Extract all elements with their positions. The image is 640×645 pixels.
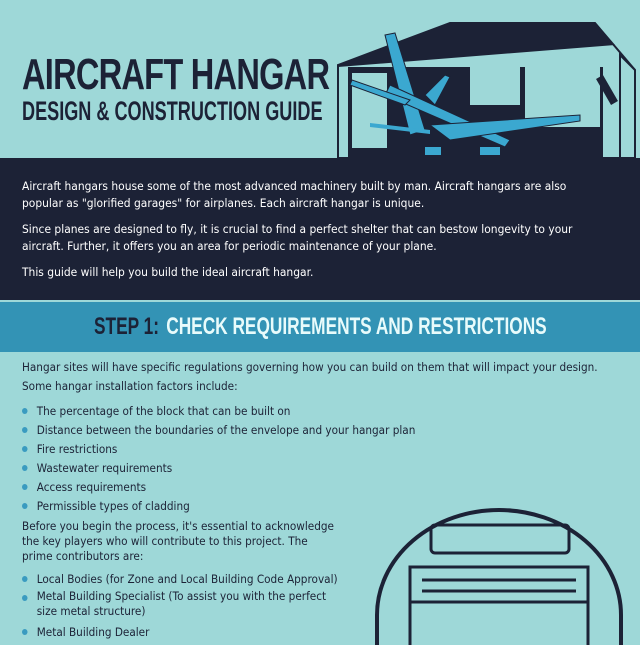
intro-text: Aircraft hangars house some of the most advanced machinery built by man. Aircraft hangars are also [22,179,567,193]
factors-list [22,402,640,516]
list-item: Fire restrictions [22,440,598,459]
list-item: Distance between the boundaries of the envelope and your hangar plan [22,421,598,440]
text-line: prime contributors are: [22,549,144,563]
list-item: Local Bodies (for Zone and Local Building Code Approval) [22,570,598,589]
page-title: AIRCRAFT HANGAR [22,50,330,99]
step-1-header [0,302,640,352]
body-text: Some hangar installation factors include: [22,379,238,393]
intro-text: aircraft. Further, it offers you an area for periodic maintenance of your plane. [22,239,437,253]
step-title: CHECK REQUIREMENTS AND RESTRICTIONS [165,313,547,340]
text-line: Metal Building Specialist (To assist you with the perfect [36,589,327,603]
text-line: Before you begin the process, it's essential to acknowledge [22,519,334,533]
text-line: the key players who will contribute to this project. The [22,534,308,548]
intro-paragraph-1 [22,178,582,212]
list-item: Access requirements [22,478,598,497]
body-text: Hangar sites will have specific regulations governing how you can build on them that will impact your design. [22,360,598,374]
step-number: STEP 1: [93,313,159,340]
intro-text: popular as "glorified garages" for airplanes. Each aircraft hangar is unique. [22,196,425,210]
hangar-airplane-illustration [330,15,640,160]
page-subtitle: DESIGN & CONSTRUCTION GUIDE [22,96,323,126]
text-line: size metal structure) [36,604,146,618]
intro-paragraph-3: This guide will help you build the ideal aircraft hangar. [22,265,314,279]
intro-text: Since planes are designed to fly, it is crucial to find a perfect shelter that can bestow longevity to your [22,222,573,236]
list-item: Wastewater requirements [22,459,598,478]
list-item: Metal Building Dealer [22,623,598,642]
intro-paragraph-2 [22,221,582,255]
list-item: Permissible types of cladding [22,497,598,516]
intro-section [0,158,640,300]
list-item: The percentage of the block that can be built on [22,402,598,421]
hangar-door-illustration [372,505,632,645]
